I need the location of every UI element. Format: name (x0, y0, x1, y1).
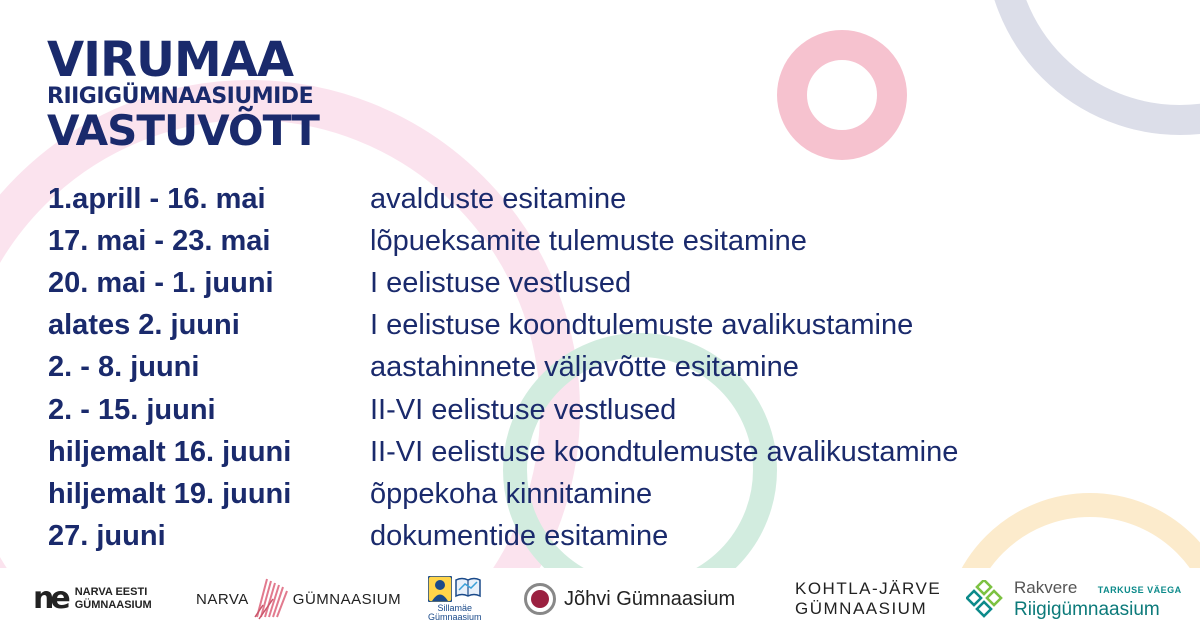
johvi-logo-text: Jõhvi Gümnaasium (564, 587, 736, 610)
schedule-event: dokumentide esitamine (370, 520, 669, 553)
johvi-emblem-icon (524, 583, 556, 615)
narva-logo-right-text: GÜMNAASIUM (292, 590, 402, 608)
title-riigigumnaasiumide: RIIGIGÜMNAASIUMIDE (47, 84, 314, 109)
kohtla-jarve-gumnaasium-logo (795, 568, 941, 630)
schedule-date: 27. juuni (48, 520, 166, 553)
schedule-date: hiljemalt 19. juuni (48, 477, 292, 510)
schedule-row (48, 473, 958, 515)
rakvere-riigigumnaasium-logo (966, 568, 1182, 630)
schedule-event: õppekoha kinnitamine (370, 477, 653, 510)
kohtla-line1: KOHTLA-JÄRVE (795, 579, 942, 598)
schedule-row (48, 516, 958, 558)
schedule-event: II-VI eelistuse koondtulemuste avalikustamine (370, 435, 959, 468)
pink-ring-small (792, 45, 892, 145)
narva-gumnaasium-logo (196, 568, 401, 630)
title-virumaa: VIRUMAA (47, 32, 294, 88)
rakvere-tagline: TARKUSE VÄEGA (1097, 585, 1182, 595)
schedule-date: 17. mai - 23. mai (48, 224, 271, 257)
schedule-row (48, 178, 958, 220)
sillamae-gumnaasium-logo (428, 568, 482, 630)
schedule-date: 20. mai - 1. juuni (48, 266, 274, 299)
schedule-row (48, 262, 958, 304)
schedule-event: I eelistuse vestlused (370, 266, 632, 299)
schedule-date: 2. - 8. juuni (48, 351, 200, 384)
ne-logo-mark: ne (33, 581, 67, 616)
schedule-date: hiljemalt 16. juuni (48, 435, 292, 468)
schedule-event: I eelistuse koondtulemuste avalikustamine (370, 309, 914, 342)
rakvere-diamond-emblem-icon (966, 580, 1004, 618)
narva-eesti-line1: NARVA EESTI (74, 586, 148, 598)
schedule-date: 2. - 15. juuni (48, 393, 216, 426)
sillamae-caption-line2: Gümnaasium (428, 612, 482, 622)
kohtla-line2: GÜMNAASIUM (795, 599, 928, 618)
fan-emblem-icon (253, 577, 289, 621)
grey-ring (1000, 0, 1200, 120)
schedule-row (48, 347, 958, 389)
schedule-row (48, 431, 958, 473)
narva-eesti-line2: GÜMNAASIUM (74, 599, 152, 611)
schedule-date: 1.aprill - 16. mai (48, 182, 266, 215)
schedule-row (48, 389, 958, 431)
title-vastuvott: VASTUVÕTT (47, 106, 319, 155)
admission-schedule (48, 178, 958, 558)
schedule-date: alates 2. juuni (48, 309, 240, 342)
johvi-gumnaasium-logo (524, 568, 735, 630)
schedule-row (48, 220, 958, 262)
schedule-event: lõpueksamite tulemuste esitamine (370, 224, 807, 257)
school-logos-bar (0, 568, 1200, 630)
sillamae-caption-line1: Sillamäe (437, 603, 473, 613)
figure-emblem-icon (428, 576, 452, 602)
schedule-row (48, 305, 958, 347)
schedule-event: aastahinnete väljavõtte esitamine (370, 351, 799, 384)
book-emblem-icon (455, 576, 481, 598)
rakvere-line2: Riigigümnaasium (1014, 599, 1160, 620)
schedule-event: avalduste esitamine (370, 182, 627, 215)
page-title (47, 32, 319, 155)
schedule-event: II-VI eelistuse vestlused (370, 393, 677, 426)
narva-logo-left-text: NARVA (196, 590, 249, 608)
narva-eesti-gumnaasium-logo (33, 568, 152, 630)
rakvere-line1: Rakvere (1014, 578, 1078, 597)
